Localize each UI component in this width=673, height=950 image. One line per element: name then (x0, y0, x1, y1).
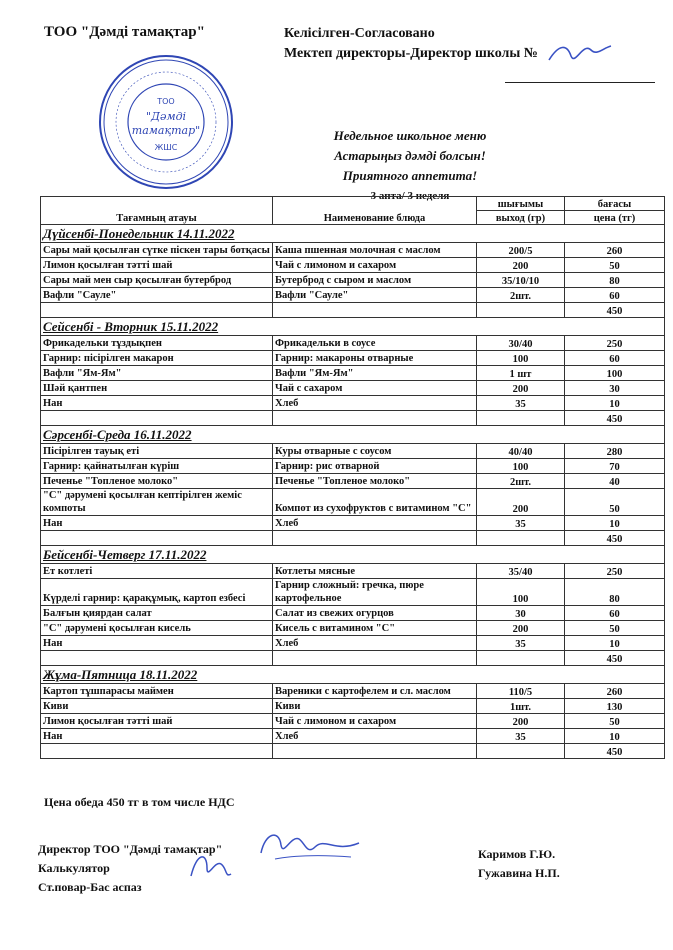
day-header-row (41, 225, 665, 243)
dish-name-ru: Вафли "Сауле" (273, 288, 477, 303)
total-empty-cell (477, 303, 565, 318)
company-stamp (96, 52, 236, 197)
table-row (41, 381, 665, 396)
dish-name-ru: Салат из свежих огурцов (273, 606, 477, 621)
dish-price: 60 (565, 288, 665, 303)
dish-name-ru: Вареники с картофелем и сл. маслом (273, 684, 477, 699)
total-empty-cell (477, 744, 565, 759)
total-empty-cell (41, 744, 273, 759)
dish-name-ru: Компот из сухофруктов с витамином "С" (273, 489, 477, 516)
day-title-filler (273, 666, 665, 684)
approval-line-1: Келісілген-Согласовано (284, 26, 435, 41)
menu-body (41, 225, 665, 759)
total-empty-cell (477, 531, 565, 546)
dish-output: 35 (477, 396, 565, 411)
table-row (41, 714, 665, 729)
svg-text:ТОО: ТОО (157, 97, 175, 106)
col-header-out-ru: выход (гр) (477, 211, 565, 225)
table-row (41, 699, 665, 714)
dish-output: 1 шт (477, 366, 565, 381)
dish-name-ru: Бутерброд с сыром и маслом (273, 273, 477, 288)
dish-name-ru: Фрикадельки в соусе (273, 336, 477, 351)
dish-name-ru: Гарнир: макароны отварные (273, 351, 477, 366)
table-row (41, 273, 665, 288)
dish-price: 260 (565, 684, 665, 699)
menu-wish-kz: Астарыңыз дәмді болсын! (334, 148, 486, 163)
table-row (41, 258, 665, 273)
dish-name-ru: Хлеб (273, 516, 477, 531)
day-title: Бейсенбі-Четверг 17.11.2022 (41, 546, 273, 564)
day-header-row (41, 318, 665, 336)
col-header-out-kz: шығымы (477, 197, 565, 211)
table-row (41, 606, 665, 621)
day-title-filler (273, 426, 665, 444)
table-row (41, 474, 665, 489)
dish-name-kz: Пісірілген тауық еті (41, 444, 273, 459)
table-row (41, 516, 665, 531)
dish-name-kz: Күрделі гарнир: қарақұмық, картоп езбесі (41, 579, 273, 606)
total-empty-cell (41, 411, 273, 426)
dish-price: 10 (565, 636, 665, 651)
table-row (41, 621, 665, 636)
calculator-signature (185, 846, 235, 891)
dish-output: 110/5 (477, 684, 565, 699)
svg-text:ЖШС: ЖШС (154, 143, 178, 152)
svg-text:"Дәмді: "Дәмді (145, 110, 187, 123)
day-title: Сейсенбі - Вторник 15.11.2022 (41, 318, 273, 336)
table-row (41, 459, 665, 474)
dish-name-kz: Сары май қосылған сүтке піскен тары ботқасы (41, 243, 273, 258)
dish-price: 50 (565, 621, 665, 636)
table-row (41, 684, 665, 699)
dish-name-ru: Гарнир: рис отварной (273, 459, 477, 474)
total-row (41, 303, 665, 318)
total-row (41, 531, 665, 546)
dish-name-ru: Хлеб (273, 636, 477, 651)
day-total: 450 (565, 744, 665, 759)
dish-output: 100 (477, 459, 565, 474)
total-empty-cell (273, 651, 477, 666)
dish-output: 35/40 (477, 564, 565, 579)
header-row-1 (41, 197, 665, 211)
approval-block (284, 24, 538, 64)
dish-name-kz: Нан (41, 516, 273, 531)
dish-name-ru: Каша пшенная молочная с маслом (273, 243, 477, 258)
dish-output: 200/5 (477, 243, 565, 258)
dish-price: 80 (565, 579, 665, 606)
total-empty-cell (41, 531, 273, 546)
dish-price: 60 (565, 351, 665, 366)
col-header-price-ru: цена (тг) (565, 211, 665, 225)
day-title-filler (273, 225, 665, 243)
col-header-kz: Тағамның атауы (41, 197, 273, 225)
total-empty-cell (273, 531, 477, 546)
dish-price: 10 (565, 729, 665, 744)
menu-wish-ru: Приятного аппетита! (342, 168, 478, 183)
dish-name-ru: Хлеб (273, 729, 477, 744)
dish-name-kz: Балғын қиярдан салат (41, 606, 273, 621)
dish-output: 35/10/10 (477, 273, 565, 288)
dish-name-kz: Картоп тұшпарасы маймен (41, 684, 273, 699)
dish-name-kz: Вафли "Сауле" (41, 288, 273, 303)
dish-name-ru: Котлеты мясные (273, 564, 477, 579)
total-empty-cell (273, 411, 477, 426)
day-total: 450 (565, 303, 665, 318)
dish-name-ru: Чай с лимоном и сахаром (273, 258, 477, 273)
dish-output: 200 (477, 258, 565, 273)
dish-output: 35 (477, 636, 565, 651)
total-row (41, 651, 665, 666)
dish-output: 100 (477, 579, 565, 606)
dish-name-kz: Лимон қосылған тәтті шай (41, 714, 273, 729)
day-header-row (41, 426, 665, 444)
dish-name-kz: Гарнир: пісірілген макарон (41, 351, 273, 366)
dish-name-kz: Фрикадельки тұздықпен (41, 336, 273, 351)
dish-name-ru: Вафли "Ям-Ям" (273, 366, 477, 381)
director-signature (255, 825, 365, 870)
role-calculator: Калькулятор (38, 861, 110, 875)
dish-name-kz: Нан (41, 396, 273, 411)
dish-price: 130 (565, 699, 665, 714)
total-row (41, 411, 665, 426)
week-label: 3 апта/ 3 неделя (370, 190, 450, 202)
dish-name-ru: Киви (273, 699, 477, 714)
dish-output: 30 (477, 606, 565, 621)
signatories-names (478, 845, 560, 883)
day-title-filler (273, 546, 665, 564)
day-header-row (41, 666, 665, 684)
dish-output: 200 (477, 621, 565, 636)
dish-output: 2шт. (477, 474, 565, 489)
total-empty-cell (41, 303, 273, 318)
dish-output: 200 (477, 714, 565, 729)
dish-price: 80 (565, 273, 665, 288)
dish-price: 50 (565, 714, 665, 729)
approval-line-2: Мектеп директоры-Директор школы № (284, 46, 538, 61)
day-total: 450 (565, 531, 665, 546)
table-row (41, 579, 665, 606)
dish-name-kz: Гарнир: қайнатылған күріш (41, 459, 273, 474)
dish-name-ru: Чай с лимоном и сахаром (273, 714, 477, 729)
dish-name-kz: Вафли "Ям-Ям" (41, 366, 273, 381)
dish-output: 2шт. (477, 288, 565, 303)
header-signature (545, 38, 615, 73)
menu-table (40, 196, 665, 759)
dish-name-kz: Ет котлеті (41, 564, 273, 579)
dish-price: 10 (565, 516, 665, 531)
table-row (41, 336, 665, 351)
day-total: 450 (565, 651, 665, 666)
table-row (41, 564, 665, 579)
dish-name-ru: Гарнир сложный: гречка, пюре картофельное (273, 579, 477, 606)
dish-output: 1шт. (477, 699, 565, 714)
svg-text:тамақтар": тамақтар" (131, 124, 201, 137)
total-row (41, 744, 665, 759)
dish-output: 35 (477, 729, 565, 744)
menu-title: Недельное школьное меню (333, 128, 487, 143)
table-row (41, 288, 665, 303)
dish-output: 40/40 (477, 444, 565, 459)
dish-name-kz: "С" дәрумені қосылған кисель (41, 621, 273, 636)
dish-name-ru: Кисель с витамином "С" (273, 621, 477, 636)
dish-output: 30/40 (477, 336, 565, 351)
table-row (41, 366, 665, 381)
day-title: Сәрсенбі-Среда 16.11.2022 (41, 426, 273, 444)
menu-titles (300, 126, 520, 206)
company-name: ТОО "Дәмді тамақтар" (44, 24, 205, 40)
dish-name-ru: Чай с сахаром (273, 381, 477, 396)
dish-name-kz: Нан (41, 636, 273, 651)
dish-name-kz: Нан (41, 729, 273, 744)
table-row (41, 489, 665, 516)
table-row (41, 729, 665, 744)
dish-price: 60 (565, 606, 665, 621)
dish-price: 10 (565, 396, 665, 411)
dish-price: 50 (565, 489, 665, 516)
dish-price: 280 (565, 444, 665, 459)
dish-price: 50 (565, 258, 665, 273)
table-row (41, 636, 665, 651)
dish-price: 260 (565, 243, 665, 258)
role-director: Директор ТОО "Дәмді тамақтар" (38, 842, 223, 856)
total-empty-cell (477, 651, 565, 666)
dish-name-ru: Хлеб (273, 396, 477, 411)
dish-price: 250 (565, 564, 665, 579)
col-header-ru: Наименование блюда (273, 197, 477, 225)
dish-name-ru: Печенье "Топленое молоко" (273, 474, 477, 489)
dish-price: 100 (565, 366, 665, 381)
dish-output: 200 (477, 489, 565, 516)
dish-output: 200 (477, 381, 565, 396)
dish-output: 35 (477, 516, 565, 531)
total-empty-cell (41, 651, 273, 666)
dish-price: 30 (565, 381, 665, 396)
col-header-price-kz: бағасы (565, 197, 665, 211)
total-empty-cell (273, 744, 477, 759)
table-row (41, 351, 665, 366)
dish-price: 40 (565, 474, 665, 489)
role-chef: Ст.повар-Бас аспаз (38, 880, 142, 894)
dish-name-kz: Шәй қантпен (41, 381, 273, 396)
price-note: Цена обеда 450 тг в том числе НДС (44, 795, 235, 809)
dish-name-kz: Киви (41, 699, 273, 714)
dish-name-kz: Печенье "Топленое молоко" (41, 474, 273, 489)
day-total: 450 (565, 411, 665, 426)
dish-name-ru: Куры отварные с соусом (273, 444, 477, 459)
table-row (41, 444, 665, 459)
day-title: Жұма-Пятница 18.11.2022 (41, 666, 273, 684)
signature-rule (505, 82, 655, 83)
total-empty-cell (477, 411, 565, 426)
dish-name-kz: Сары май мен сыр қосылған бутерброд (41, 273, 273, 288)
table-row (41, 396, 665, 411)
dish-name-kz: "С" дәрумені қосылған кептірілген жеміс компоты (41, 489, 273, 516)
name-calculator: Гужавина Н.П. (478, 866, 560, 880)
day-title: Дүйсенбі-Понедельник 14.11.2022 (41, 225, 273, 243)
dish-output: 100 (477, 351, 565, 366)
day-title-filler (273, 318, 665, 336)
table-row (41, 243, 665, 258)
name-director: Каримов Г.Ю. (478, 847, 556, 861)
dish-price: 250 (565, 336, 665, 351)
dish-price: 70 (565, 459, 665, 474)
total-empty-cell (273, 303, 477, 318)
day-header-row (41, 546, 665, 564)
dish-name-kz: Лимон қосылған тәтті шай (41, 258, 273, 273)
